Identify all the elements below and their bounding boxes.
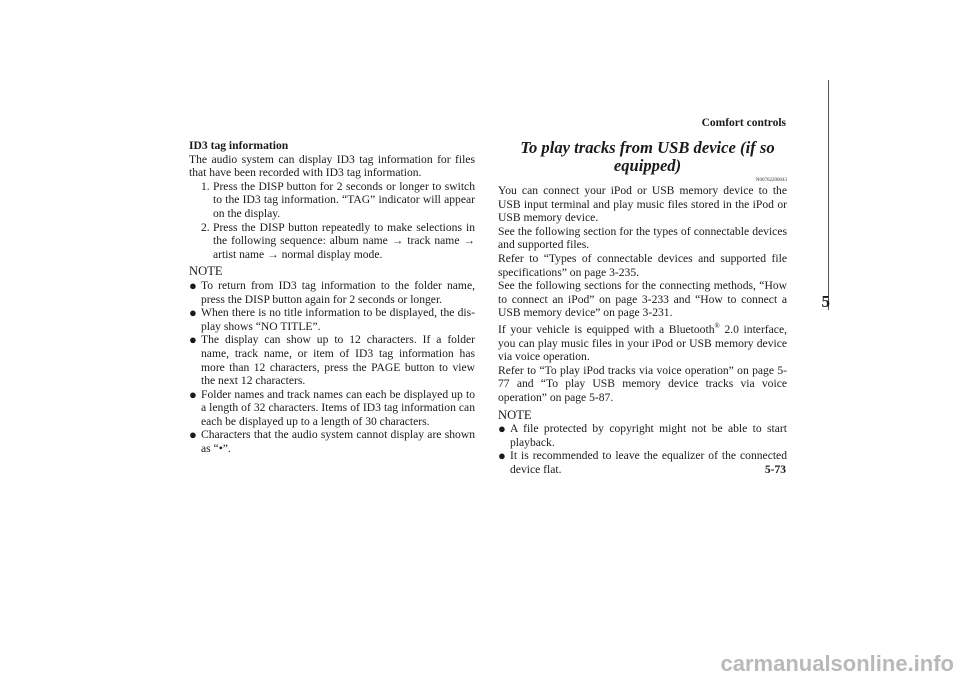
paragraph: Refer to “Types of connectable devices and supported file specifications” on page 3-235. <box>498 251 787 279</box>
note-item <box>189 306 475 333</box>
tab-divider-line <box>828 80 829 310</box>
bullet-icon: ● <box>498 421 506 437</box>
chapter-tab: 5 <box>821 292 830 311</box>
paragraph: See the following sections for the connecting methods, “How to connect an iPod” on page 3-233 and “How to connect a USB memory device” on page 3-231. <box>498 279 787 320</box>
paragraph: See the following section for the types of connectable devices and supported files. <box>498 224 787 252</box>
paragraph: Refer to “To play iPod tracks via voice operation” on page 5-77 and “To play USB memory device tracks via voice operation” on page 5-87. <box>498 363 787 404</box>
note-item <box>189 388 475 429</box>
page-number: 5-73 <box>764 464 786 476</box>
bullet-icon: ● <box>189 332 197 348</box>
note-text: The display can show up to 12 characters. If a folder name, track name, or item of ID3 tag information has more than 12 characters, press the PAGE button to view the next 12 characters. <box>201 333 475 388</box>
bluetooth-paragraph <box>498 323 787 364</box>
bullet-icon: ● <box>189 277 197 293</box>
note-label: NOTE <box>189 264 223 279</box>
id3-heading: ID3 tag information <box>189 139 289 152</box>
note-list <box>189 279 475 456</box>
section-code: N00762200043 <box>755 178 787 183</box>
note-label: NOTE <box>498 407 532 422</box>
note-item <box>189 279 475 306</box>
steps-list <box>201 180 475 262</box>
note-text: To return from ID3 tag information to the folder name, press the DISP button again for 2 seconds or longer. <box>201 278 475 306</box>
section-title: To play tracks from USB device (if so equipped) <box>520 138 775 175</box>
watermark-link[interactable]: carmanualsonline.info <box>720 651 954 676</box>
note-text: Folder names and track names can each be displayed up to a length of 32 characters. Items of ID3 tag information can each be displayed up to a length of 30 characters. <box>201 387 475 428</box>
note-item <box>189 333 475 387</box>
step-number: 1. <box>201 179 210 193</box>
bullet-icon: ● <box>189 386 197 402</box>
id3-intro: The audio system can display ID3 tag information for files that have been recorded with ID3 tag information. <box>189 152 475 180</box>
step-item <box>201 180 475 221</box>
paragraph: You can connect your iPod or USB memory device to the USB input terminal and play music files stored in the iPod or USB memory device. <box>498 184 787 225</box>
note-item <box>189 428 475 455</box>
step-text: Press the DISP button for 2 seconds or longer to switch to the ID3 tag information. “TAG” indicator will appear on the display. <box>213 179 475 220</box>
registered-mark: ® <box>714 322 720 331</box>
note-text: A file protected by copyright might not be able to start playback. <box>510 422 787 449</box>
step-item <box>201 221 475 262</box>
note-text: When there is no title information to be displayed, the dis-play shows “NO TITLE”. <box>201 306 475 333</box>
left-column <box>189 139 475 456</box>
note-item <box>498 449 787 476</box>
step-text: Press the DISP button repeatedly to make selections in the following sequence: album name → track name → artist name → normal display mode. <box>213 220 475 261</box>
bluetooth-text-post: 2.0 interface, you can play music files in your iPod or USB memory device via voice operation. <box>498 322 788 364</box>
note-text: It is recommended to leave the equalizer of the connected device flat. <box>510 449 787 476</box>
bullet-icon: ● <box>189 427 197 443</box>
bullet-icon: ● <box>189 305 197 321</box>
bullet-icon: ● <box>498 448 506 464</box>
right-column <box>498 139 787 476</box>
note-text: Characters that the audio system cannot display are shown as “•”. <box>201 428 475 456</box>
note-item <box>498 422 787 449</box>
note-list <box>498 422 787 476</box>
bluetooth-text-pre: If your vehicle is equipped with a Bluetooth <box>498 322 715 336</box>
running-head: Comfort controls <box>701 117 786 129</box>
step-number: 2. <box>201 220 210 234</box>
